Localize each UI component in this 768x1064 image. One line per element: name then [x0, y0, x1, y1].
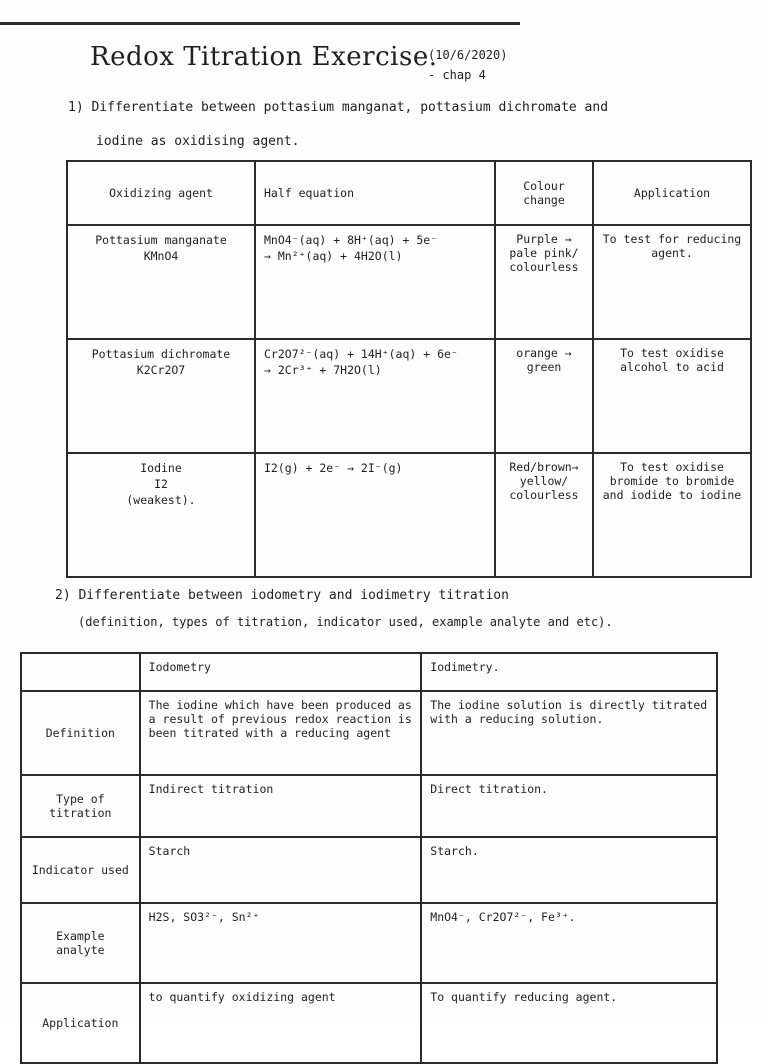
header-cell-colour-change: Colour change [495, 161, 593, 225]
iodometry-iodimetry-table [20, 652, 718, 1064]
top-border-line [0, 22, 520, 25]
equation-line-2: → Mn²⁺(aq) + 4H2O(l) [264, 249, 403, 263]
date-label: (10/6/2020) [428, 48, 508, 62]
table-row [21, 837, 717, 903]
application-cell: To test oxidise alcohol to acid [593, 339, 751, 453]
equation-line-1: MnO4⁻(aq) + 8H⁺(aq) + 5e⁻ [264, 233, 438, 247]
oxidizing-agents-table [66, 160, 752, 578]
agent-note: (weakest). [126, 493, 196, 507]
iodometry-cell: H2S, SO3²⁻, Sn²⁺ [140, 903, 422, 983]
iodometry-cell: The iodine which have been produced as a result of previous redox reaction is been titrated with a reducing agent [140, 691, 422, 775]
iodimetry-cell: The iodine solution is directly titrated with a reducing solution. [421, 691, 717, 775]
agent-formula: K2Cr2O7 [136, 363, 186, 377]
page-title: Redox Titration Exercise. [90, 42, 438, 72]
row-label: Definition [21, 691, 140, 775]
colour-change-cell: Purple → pale pink/ colourless [495, 225, 593, 339]
question-1-line-2: iodine as oxidising agent. [96, 134, 300, 149]
table-row [67, 453, 751, 577]
table-row [21, 775, 717, 837]
equation-line-1: Cr2O7²⁻(aq) + 14H⁺(aq) + 6e⁻ [264, 347, 458, 361]
row-label: Type of titration [21, 775, 140, 837]
agent-cell [67, 225, 255, 339]
table-row [21, 691, 717, 775]
chapter-label: - chap 4 [428, 68, 486, 82]
table-row [67, 339, 751, 453]
row-label: Application [21, 983, 140, 1063]
header-cell-iodimetry: Iodimetry. [421, 653, 717, 691]
table-row [67, 225, 751, 339]
iodometry-cell: Indirect titration [140, 775, 422, 837]
header-cell-application: Application [593, 161, 751, 225]
equation-cell [255, 453, 495, 577]
equation-cell [255, 225, 495, 339]
agent-name: Pottasium manganate [95, 233, 227, 247]
table-header-row [67, 161, 751, 225]
question-1-line-1: 1) Differentiate between pottasium manganat, pottasium dichromate and [68, 100, 609, 115]
iodometry-cell: Starch [140, 837, 422, 903]
table-row [21, 983, 717, 1063]
equation-line-2: → 2Cr³⁺ + 7H2O(l) [264, 363, 382, 377]
table-row [21, 903, 717, 983]
agent-formula: KMnO4 [143, 249, 179, 263]
question-2-line-2: (definition, types of titration, indicator used, example analyte and etc). [78, 615, 613, 629]
iodimetry-cell: Starch. [421, 837, 717, 903]
header-cell-half-equation: Half equation [255, 161, 495, 225]
header-cell-iodometry: Iodometry [140, 653, 422, 691]
colour-change-cell: Red/brown→ yellow/ colourless [495, 453, 593, 577]
agent-cell [67, 453, 255, 577]
colour-change-cell: orange → green [495, 339, 593, 453]
header-cell-empty [21, 653, 140, 691]
application-cell: To test oxidise bromide to bromide and iodide to iodine [593, 453, 751, 577]
iodimetry-cell: MnO4⁻, Cr2O7²⁻, Fe³⁺. [421, 903, 717, 983]
agent-name: Iodine [140, 461, 182, 475]
table-header-row [21, 653, 717, 691]
iodimetry-cell: To quantify reducing agent. [421, 983, 717, 1063]
application-cell: To test for reducing agent. [593, 225, 751, 339]
agent-formula: I2 [154, 477, 168, 491]
row-label: Indicator used [21, 837, 140, 903]
agent-name: Pottasium dichromate [91, 347, 231, 361]
equation-line-1: I2(g) + 2e⁻ → 2I⁻(g) [264, 461, 403, 475]
iodometry-cell: to quantify oxidizing agent [140, 983, 422, 1063]
equation-cell [255, 339, 495, 453]
iodimetry-cell: Direct titration. [421, 775, 717, 837]
header-cell-oxidizing-agent: Oxidizing agent [67, 161, 255, 225]
question-2-line-1: 2) Differentiate between iodometry and iodimetry titration [55, 588, 509, 603]
row-label: Example analyte [21, 903, 140, 983]
agent-cell [67, 339, 255, 453]
